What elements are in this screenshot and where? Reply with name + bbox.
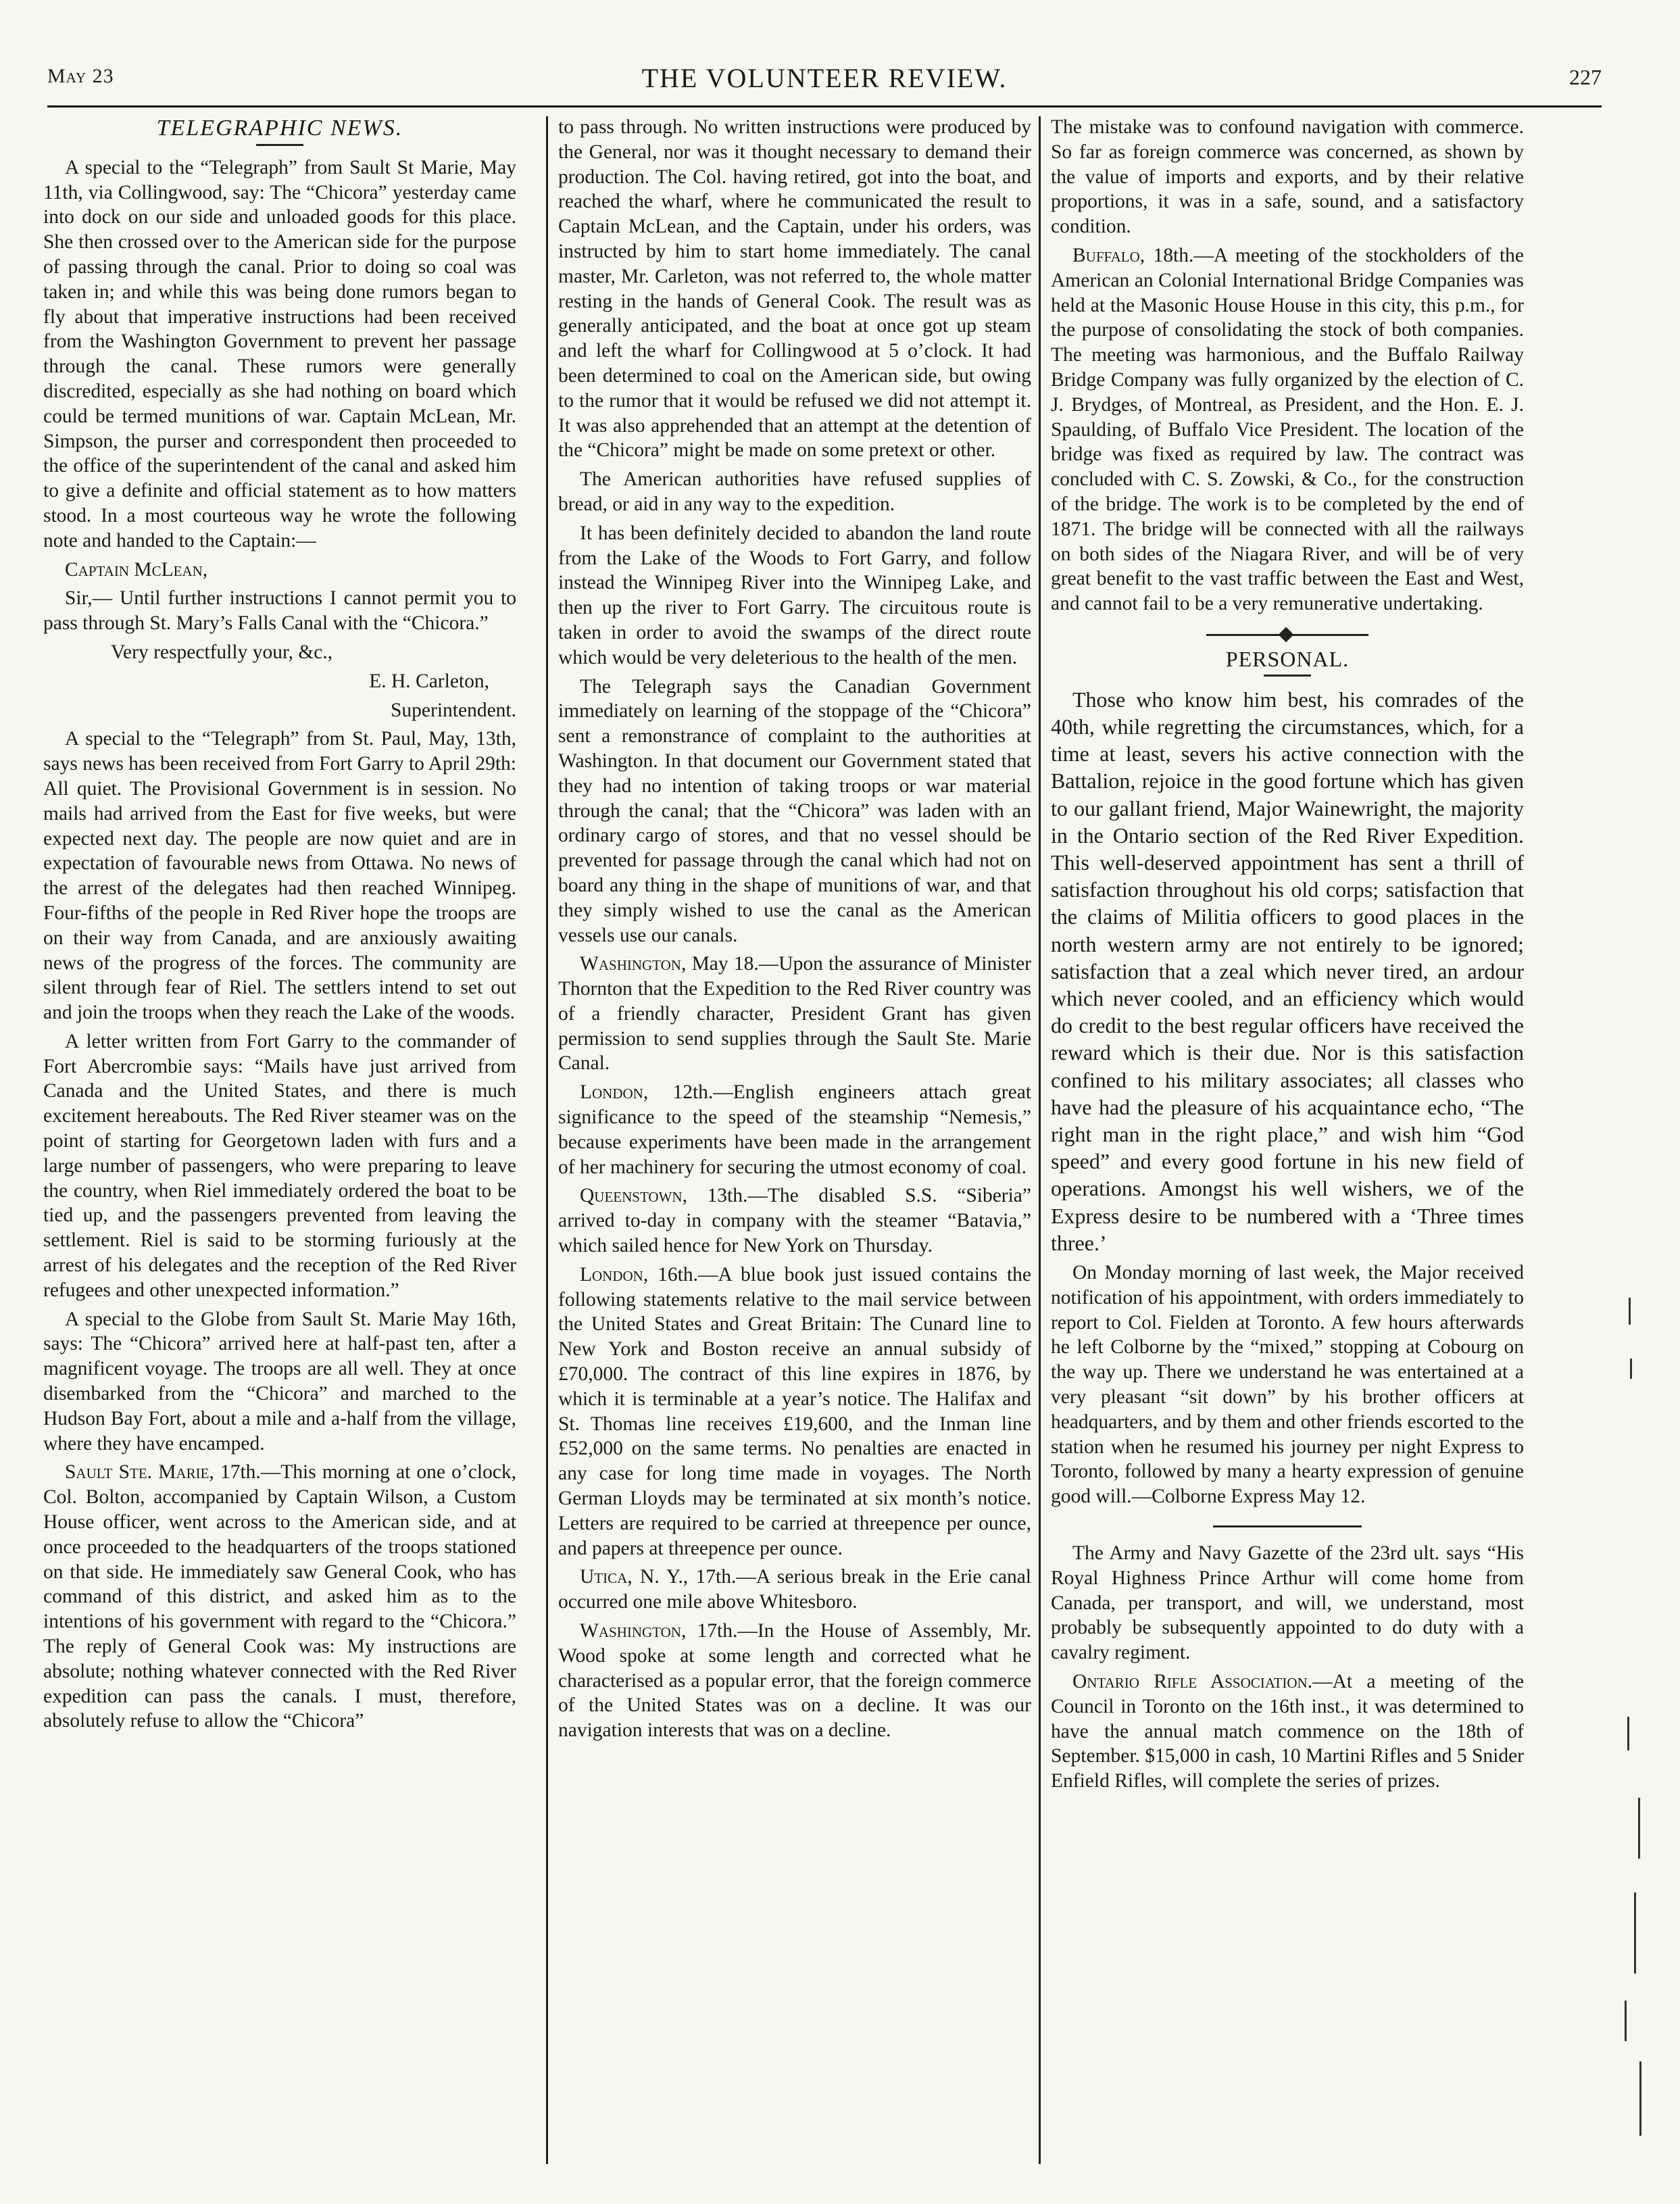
dateline: Washington, (580, 953, 687, 975)
article-paragraph (558, 1263, 1031, 1561)
dateline: Buffalo, (1072, 244, 1145, 266)
article-paragraph: A special to the “Telegraph” from St. Paul, May, 13th, says news has been received from Fort Garry to April 29th: All quiet. The Provisional Government is in session. No mails had arrived from the East for five weeks, but were expected next day. The people are now quiet and are in expectation of favourable news from Ottawa. No news of the arrest of the delegates had then reached Winnipeg. Four-fifths of the people in Red River hope the troops are on their way from Canada, and are anxiously awaiting news of the progress of the forces. The community are silent through fear of Riel. The settlers intend to set out and join the troops when they reach the Lake of the woods. (43, 728, 516, 1024)
article-paragraph: The Telegraph says the Canadian Government immediately on learning of the stoppage of the “Chicora” sent a remonstrance of complaint to the authorities at Washington. In that document our Government stated that they had no intention of taking troops or war material through the canal; that the “Chicora” was laden with an ordinary cargo of stores, and that no vessel should be prevented for passage through the canal which had not on board any thing in the shape of munitions of war, and that they simply wished to use the canal as the American vessels use our canals. (558, 675, 1031, 946)
issue-date: May 23 (47, 65, 114, 87)
column-3 (1051, 115, 1524, 2170)
column-divider (1039, 116, 1041, 2164)
page-header (47, 65, 1602, 107)
page-number: 227 (1569, 65, 1602, 89)
dateline: London, (580, 1263, 649, 1285)
article-paragraph (43, 1460, 516, 1734)
scan-mark (1638, 1798, 1640, 1859)
dateline: London, (580, 1081, 649, 1104)
article-paragraph: The mistake was to confound navigation with commerce. So far as foreign commerce was concerned, as shown by the value of imports and exports, and by their relative proportions, it was in a safe, sound, and a satisfactory condition. (1051, 116, 1524, 238)
letter-closing: Very respectfully your, &c., (111, 641, 333, 663)
article-paragraph: The Army and Navy Gazette of the 23rd ult. says “His Royal Highness Prince Arthur will come home from Canada, per transport, and will, we understand, most probably be subsequently appointed to do duty with a cavalry regiment. (1051, 1542, 1524, 1664)
dateline: Ontario Rifle Association. (1072, 1670, 1313, 1692)
title-rule (256, 144, 303, 146)
scan-mark (1634, 1892, 1636, 1974)
article-paragraph (1051, 243, 1524, 616)
article-paragraph (1051, 1669, 1524, 1794)
section-title-personal: PERSONAL. (1225, 646, 1350, 671)
article-paragraph (558, 1565, 1031, 1615)
article-text: 17th.—In the House of Assembly, Mr. Wood spoke at some length and corrected what he characterised as a popular error, that the foreign commerce of the United States was on a decline. It was our navigation interests that was on a decline. (558, 1620, 1031, 1742)
article-paragraph: Those who know him best, his comrades of the 40th, while regretting the circumstances, which, for a time at least, severs his active connection with the Battalion, rejoice in the good fortune which has given to our gallant friend, Major Wainewright, the majority in the Ontario section of the Red River Expedition. This well-deserved appointment has sent a thrill of satisfaction throughout his old corps; satisfaction that the claims of Militia officers to good places in the north western army are not entirely to be ignored; satisfaction that a zeal which never tired, an ardour which never cooled, and an efficiency which would do credit to the best regular officers have received the reward which is their due. Nor is this satisfaction confined to his military associates; all classes who have had the pleasure of his acquaintance echo, “The right man in the right place,” and wish him “God speed” and every good fortune in his new field of operations. Amongst his well wishers, we of the Express desire to be numbered with a ‘Three times three.’ (1051, 687, 1524, 1255)
article-paragraph (558, 952, 1031, 1076)
article-paragraph (558, 1183, 1031, 1258)
scan-mark (1630, 1358, 1632, 1379)
article-text: 13th.—The disabled S.S. “Siberia” arrived to-day in company with the steamer “Batavia,” which sailed hence for New York on Thursday. (558, 1185, 1031, 1257)
article-text: —At a meeting of the Council in Toronto on the 16th inst., it was determined to have the annual match commence on the 18th of September. $15,000 in cash, 10 Martini Rifles and 5 Snider Enfield Rifles, will complete the series of prizes. (1051, 1670, 1524, 1792)
letter-body: Sir,— Until further instructions I cannot permit you to pass through St. Mary’s Falls Canal with the “Chicora.” (43, 587, 516, 635)
title-rule (1264, 675, 1311, 677)
article-paragraph: It has been definitely decided to abandon the land route from the Lake of the Woods to Fort Garry, and follow instead the Winnipeg River into the Winnipeg Lake, and then up the river to Fort Garry. The circuitous route is taken in order to avoid the swamps of the direct route which would be very deleterious to the health of the men. (558, 522, 1031, 668)
publication-title: THE VOLUNTEER REVIEW. (641, 63, 1008, 93)
dateline: Sault Ste. Marie, (65, 1461, 214, 1484)
column-divider (546, 116, 548, 2164)
article-paragraph: On Monday morning of last week, the Major received notification of his appointment, with orders immediately to report to Col. Fielden at Toronto. A few hours afterwards he left Colborne by the “mixed,” stopping at Cobourg on the way up. There we understand he was entertained at a very pleasant “sit down” by his brother officers at headquarters, and by them and other friends escorted to the station when he resumed his journey per night Express to Toronto, followed by many a hearty expression of genuine good will.—Colborne Express May 12. (1051, 1262, 1524, 1508)
dateline: Utica, N. Y., (580, 1566, 689, 1588)
section-title-telegraphic-news: TELEGRAPHIC NEWS. (156, 116, 403, 141)
article-paragraph: A letter written from Fort Garry to the commander of Fort Abercrombie says: “Mails have just arrived from Canada and the United States, and there is much excitement hereabouts. The Red River steamer was on the point of starting for Georgetown laden with furs and a large number of passengers, who were preparing to leave the country, when Riel immediately ordered the boat to be tied up, and the passengers prevented from leaving the settlement. Riel is said to be storming furiously at the arrest of his delegates and the reception of the Red River refugees and other unexpected information.” (43, 1030, 516, 1301)
scan-mark (1627, 1717, 1629, 1750)
article-text: 16th.—A blue book just issued contains the following statements relative to the mail service between the United States and Great Britain: The Cunard line to New York and Boston receive an annual subsidy of £70,000. The contract of this line expires in 1876, by which it is terminable at a year’s notice. The Halifax and St. Thomas line receives £19,600, and the Inman line £52,000 on the same terms. No penalties are enacted in any case for long time made in voyages. The North German Lloyds may be terminated at six month’s notice. Letters are required to be carried at threepence per ounce, and papers at threepence per ounce. (558, 1263, 1031, 1559)
article-paragraph (558, 1619, 1031, 1743)
article-text: 17th.—This morning at one o’clock, Col. Bolton, accompanied by Captain Wilson, a Custom House officer, went across to the American side, and at once proceeded to the headquarters of the troops stationed on that side. He immediately saw General Cook, who has command of this district, and asked him as to the intentions of his government with regard to the “Chicora.” The reply of General Cook was: My instructions are absolute; nothing whatever connected with the Red River expedition can pass the canals. I must, therefore, absolutely refuse to allow the “Chicora” (43, 1461, 516, 1732)
article-paragraph: to pass through. No written instructions were produced by the General, nor was it thought necessary to demand their production. The Col. having retired, got into the boat, and reached the wharf, where he communicated the result to Captain McLean, and the Captain, under his orders, was instructed by him to start home immediately. The canal master, Mr. Carleton, was not referred to, the whole matter resting in the hands of General Cook. The result was as generally anticipated, and the boat at once got up steam and left the wharf for Collingwood at 5 o’clock. It had been determined to coal on the American side, but owing to the rumor that it would be refused we did not attempt it. It was also apprehended that an attempt at the detention of the “Chicora” might be made on some pretext or other. (558, 116, 1031, 462)
signature-name: E. H. Carleton, (369, 670, 489, 692)
section-separator (1213, 1525, 1362, 1527)
signature-title: Superintendent. (391, 699, 516, 721)
dateline: Washington, (580, 1620, 687, 1642)
scan-mark (1639, 2061, 1641, 2136)
article-paragraph: A special to the Globe from Sault St. Marie May 16th, says: The “Chicora” arrived here at half-past ten, after a magnificent voyage. The troops are all well. They at once disembarked from the “Chicora” and marched to the Hudson Bay Fort, about a mile and a-half from the village, where they have encamped. (43, 1308, 516, 1454)
column-2 (558, 115, 1031, 2170)
dateline: Queenstown, (580, 1185, 687, 1207)
article-paragraph (558, 1080, 1031, 1179)
article-text: 18th.—A meeting of the stockholders of the American an Colonial International Bridge Companies was held at the Masonic House House in this city, this p.m., for the purpose of consolidating the stock of both companies. The meeting was harmonious, and the Buffalo Railway Bridge Company was fully organized by the election of C. J. Brydges, of Montreal, as President, and the Hon. E. J. Spaulding, of Buffalo Vice President. The location of the bridge was fixed as required by law. The contract was concluded with C. S. Zowski, & Co., for the construction of the bridge. The work is to be completed by the end of 1871. The bridge will be connected with all the railways on both sides of the Niagara River, and will be of very great benefit to the vast traffic between the East and West, and cannot fail to be a very remunerative undertaking. (1051, 244, 1524, 615)
column-1 (43, 115, 516, 2170)
letter-salutation: Captain McLean, (65, 558, 208, 581)
article-text: May 18.—Upon the assurance of Minister Thornton that the Expedition to the Red River country was of a friendly character, President Grant has given permission to send supplies through the Sault Ste. Marie Canal. (558, 953, 1031, 1075)
ornamental-rule (1206, 634, 1368, 636)
scan-mark (1629, 1298, 1631, 1325)
article-text: 17th.—A serious break in the Erie canal occurred one mile above Whitesboro. (558, 1566, 1031, 1613)
margin-scan-marks (1615, 1284, 1656, 2163)
article-text: 12th.—English engineers attach great significance to the speed of the steamship “Nemesis,” because experiments have been made in the arrangement of her machinery for securing the utmost economy of coal. (558, 1081, 1031, 1178)
article-paragraph: The American authorities have refused supplies of bread, or aid in any way to the expedition. (558, 468, 1031, 515)
article-paragraph: A special to the “Telegraph” from Sault St Marie, May 11th, via Collingwood, say: The “Chicora” yesterday came into dock on our side and unloaded goods for this place. She then crossed over to the American side for the purpose of passing through the canal. Prior to doing so coal was taken in; and while this was being done rumors began to fly about that imperative instructions had been received from the Washington Government to prevent her passage through the canal. These rumors were generally discredited, especially as she had nothing on board which could be termed munitions of war. Captain McLean, Mr. Simpson, the purser and correspondent then proceeded to the office of the superintendent of the canal and asked him to give a definite and official statement as to how matters stood. In a most courteous way he wrote the following note and handed to the Captain:— (43, 156, 516, 552)
scan-mark (1625, 2001, 1627, 2041)
